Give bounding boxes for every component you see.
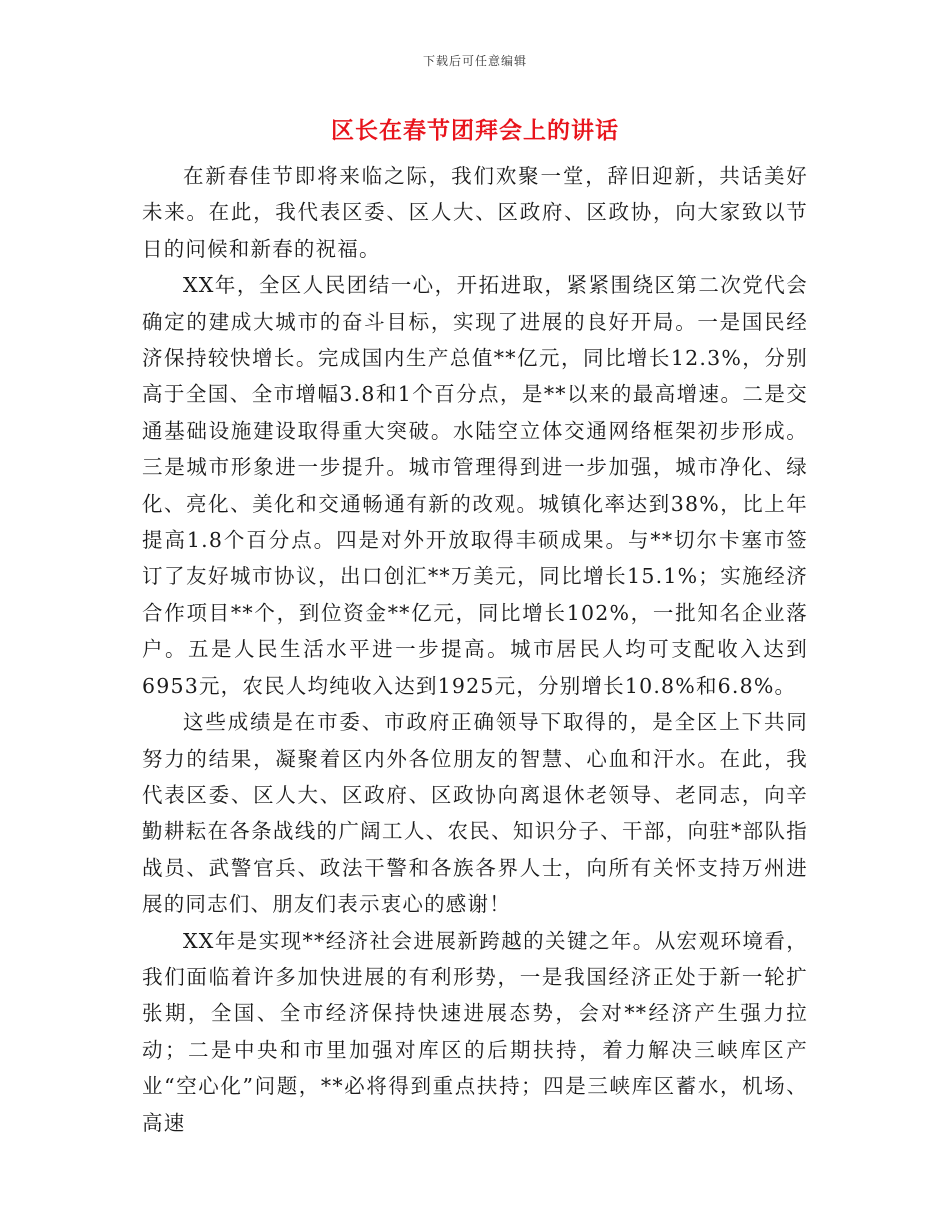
paragraph-4: XX年是实现**经济社会进展新跨越的关键之年。从宏观环境看，我们面临着许多加快进展的有利形势，一是我国经济正处于新一轮扩张期，全国、全市经济保持快速进展态势，会对**经济产生强力拉动；二是中央和市里加强对库区的后期扶持，着力解决三峡库区产业“空心化”问题，**必将得到重点扶持；四是三峡库区蓄水，机场、高速 [142, 928, 808, 1135]
paragraph-2: XX年，全区人民团结一心，开拓进取，紧紧围绕区第二次党代会确定的建成大城市的奋斗目标，实现了进展的良好开局。一是国民经济保持较快增长。完成国内生产总值**亿元，同比增长12.3%，分别高于全国、全市增幅3.8和1个百分点，是**以来的最高增速。二是交通基础设施建设取得重大突破。水陆空立体交通网络框架初步形成。三是城市形象进一步提升。城市管理得到进一步加强，城市净化、绿化、亮化、美化和交通畅通有新的改观。城镇化率达到38%，比上年提高1.8个百分点。四是对外开放取得丰硕成果。与**切尔卡塞市签订了友好城市协议，出口创汇**万美元，同比增长15.1%；实施经济合作项目**个，到位资金**亿元，同比增长102%，一批知名企业落户。五是人民生活水平进一步提高。城市居民人均可支配收入达到6953元，农民人均纯收入达到1925元，分别增长10.8%和6.8%。 [142, 273, 808, 698]
document-title: 区长在春节团拜会上的讲话 [331, 117, 619, 144]
paragraph-1: 在新春佳节即将来临之际，我们欢聚一堂，辞旧迎新，共话美好未来。在此，我代表区委、区人大、区政府、区政协，向大家致以节日的问候和新春的祝福。 [142, 164, 808, 261]
paragraph-3: 这些成绩是在市委、市政府正确领导下取得的，是全区上下共同努力的结果，凝聚着区内外各位朋友的智慧、心血和汗水。在此，我代表区委、区人大、区政府、区政协向离退休老领导、老同志，向辛勤耕耘在各条战线的广阔工人、农民、知识分子、干部，向驻*部队指战员、武警官兵、政法干警和各族各界人士，向所有关怀支持万州进展的同志们、朋友们表示衷心的感谢！ [142, 710, 808, 917]
document-body [142, 158, 808, 1141]
header-note: 下载后可任意编辑 [422, 54, 527, 68]
